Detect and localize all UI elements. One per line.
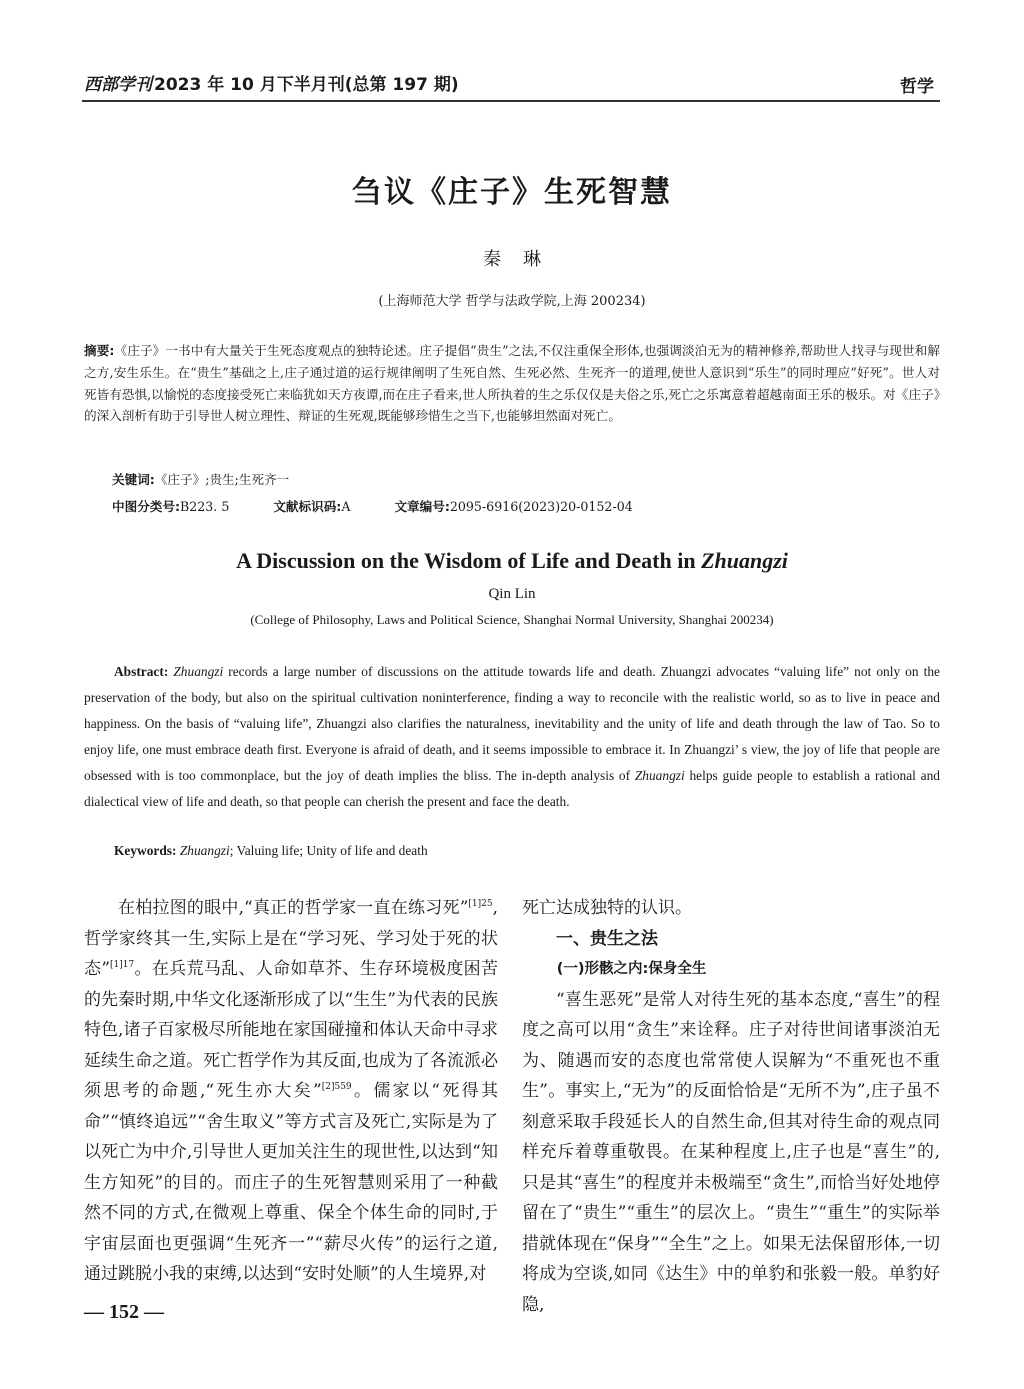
- english-title-main: A Discussion on the Wisdom of Life and Death in: [236, 548, 702, 573]
- article-no-value: 2095-6916(2023)20-0152-04: [449, 499, 633, 514]
- english-keywords-label: Keywords:: [114, 843, 177, 858]
- english-affiliation: (College of Philosophy, Laws and Political Science, Shanghai Normal University, Shanghai 200234): [250, 612, 774, 627]
- english-abstract-part1: records a large number of discussions on the attitude towards life and death. Zhuangzi advocates “valuing life” not only on the preservation of the body, but also on the spiritual cultivation noninterference, finding a way to reconcile with the realistic world, so as to live in peace and happiness. On the basis of “valuing life”, Zhuangzi also clarifies the naturalness, inevitability and the unity of life and death through the law of Tao. So to enjoy life, one must embrace death first. Everyone is afraid of death, and it seems impossible to embrace it. In Zhuangzi’ s view, the joy of life that people are obsessed with is too commonplace, but the joy of death implies the bliss. The in-depth analysis of: [84, 664, 940, 783]
- abstract-text: 《庄子》一书中有大量关于生死态度观点的独特论述。庄子提倡“贵生”之法,不仅注重保全形体,也强调淡泊无为的精神修养,帮助世人找寻与现世和解之方,安生乐生。在“贵生”基础之上,庄子通过道的运行规律阐明了生死自然、生死必然、生死齐一的道理,使世人意识到“乐生”的同时理应“好死”。世人对死皆有恐惧,以愉悦的态度接受死亡来临犹如天方夜谭,而在庄子看来,世人所执着的生之乐仅仅是夫俗之乐,死亡之乐寓意着超越南面王乐的极乐。对《庄子》的深入剖析有助于引导世人树立理性、辩证的生死观,既能够珍惜生之当下,也能够坦然面对死亡。: [84, 343, 940, 424]
- page-number: — 152 —: [84, 1301, 164, 1323]
- citation: [1]25: [468, 899, 493, 909]
- body-left-column: [84, 893, 498, 1290]
- citation: [1]17: [110, 960, 135, 970]
- body-paragraph: “喜生恶死”是常人对待生死的基本态度,“喜生”的程度之高可以用“贪生”来诠释。庄子对待世间诸事淡泊无为、随遇而安的态度也常常使人误解为“不重死也不重生”。事实上,“无为”的反面恰恰是“无所不为”,庄子虽不刻意采取手段延长人的自然生命,但其对待生命的观点同样充斥着尊重敬畏。在某种程度上,庄子也是“喜生”的,只是其“喜生”的程度并未极端至“贪生”,而恰当好处地停留在了“贵生”“重生”的层次上。“贵生”“重生”的实际举措就体现在“保身”“全生”之上。如果无法保留形体,一切将成为空谈,如同《达生》中的单豹和张毅一般。单豹好隐,: [522, 989, 940, 1315]
- abstract-label: 摘要:: [84, 343, 115, 358]
- subsection-heading: (一)形骸之内:保身全生: [556, 961, 707, 977]
- english-abstract-italic-mid: Zhuangzi: [634, 768, 685, 783]
- chinese-abstract: [84, 340, 940, 427]
- journal-issue: 2023 年 10 月下半月刊(总第 197 期): [154, 75, 459, 95]
- chinese-keywords: [112, 469, 289, 488]
- header-rule: [82, 100, 940, 102]
- journal-logo: 西部学刊: [84, 75, 152, 95]
- english-keyword-italic: Zhuangzi: [179, 843, 230, 858]
- body-right-column: [522, 893, 940, 1320]
- paper-title: 刍议《庄子》生死智慧: [352, 175, 672, 210]
- english-abstract: [84, 659, 940, 815]
- body-text-segment: 。在兵荒马乱、人命如草芥、生存环境极度困苦的先秦时期,中华文化逐渐形成了以“生生”为代表的民族特色,诸子百家极尽所能地在家国碰撞和体认天命中寻求延续生命之道。死亡哲学作为其反面,也成为了各流派必须思考的命题,“死生亦大矣”: [84, 959, 498, 1101]
- body-paragraph-continued: 死亡达成独特的认识。: [522, 898, 692, 918]
- english-abstract-italic-start: Zhuangzi: [173, 664, 224, 679]
- citation: [2]559: [321, 1082, 352, 1092]
- english-keywords-rest: ; Valuing life; Unity of life and death: [229, 843, 428, 858]
- clc-label: 中图分类号:: [112, 499, 181, 514]
- english-abstract-part2: helps guide people to establish a rational and dialectical view of life and death, so that people can cherish the present and face the death.: [84, 768, 940, 809]
- section-label: 哲学: [900, 77, 934, 97]
- english-abstract-label: Abstract:: [114, 664, 169, 679]
- author-name: 秦琳: [483, 249, 563, 270]
- author-affiliation: (上海师范大学 哲学与法政学院,上海 200234): [378, 294, 646, 309]
- body-text-segment: 。儒家以“死得其命”“慎终追远”“舍生取义”等方式言及死亡,实际是为了以死亡为中介,引导世人更加关注生的现世性,以达到“知生方知死”的目的。而庄子的生死智慧则采用了一种截然不同的方式,在微观上尊重、保全个体生命的同时,于宇宙层面也更强调“生死齐一”“薪尽火传”的运行之道,通过跳脱小我的束缚,以达到“安时处顺”的人生境界,对: [84, 1081, 498, 1284]
- english-keywords: [114, 843, 428, 859]
- english-title-italic: Zhuangzi: [701, 548, 788, 573]
- section-heading: 一、贵生之法: [556, 928, 658, 949]
- keywords-label: 关键词:: [112, 472, 155, 487]
- keywords-text: 《庄子》;贵生;生死齐一: [154, 472, 290, 487]
- doc-code-value: A: [341, 499, 351, 514]
- english-title: [0, 548, 1024, 574]
- body-paragraph: [84, 893, 498, 1290]
- journal-header: [84, 70, 459, 95]
- clc-value: B223. 5: [180, 499, 230, 514]
- article-no-label: 文章编号:: [394, 499, 450, 514]
- body-text-segment: 在柏拉图的眼中,“真正的哲学家一直在练习死”: [118, 898, 469, 918]
- english-author: Qin Lin: [488, 586, 536, 602]
- body-text-segment: ,哲学家终其一生,实际上是在“学习死、学习处于死的状态”: [84, 898, 498, 979]
- doc-code-label: 文献标识码:: [273, 499, 342, 514]
- classification-row: [112, 496, 633, 515]
